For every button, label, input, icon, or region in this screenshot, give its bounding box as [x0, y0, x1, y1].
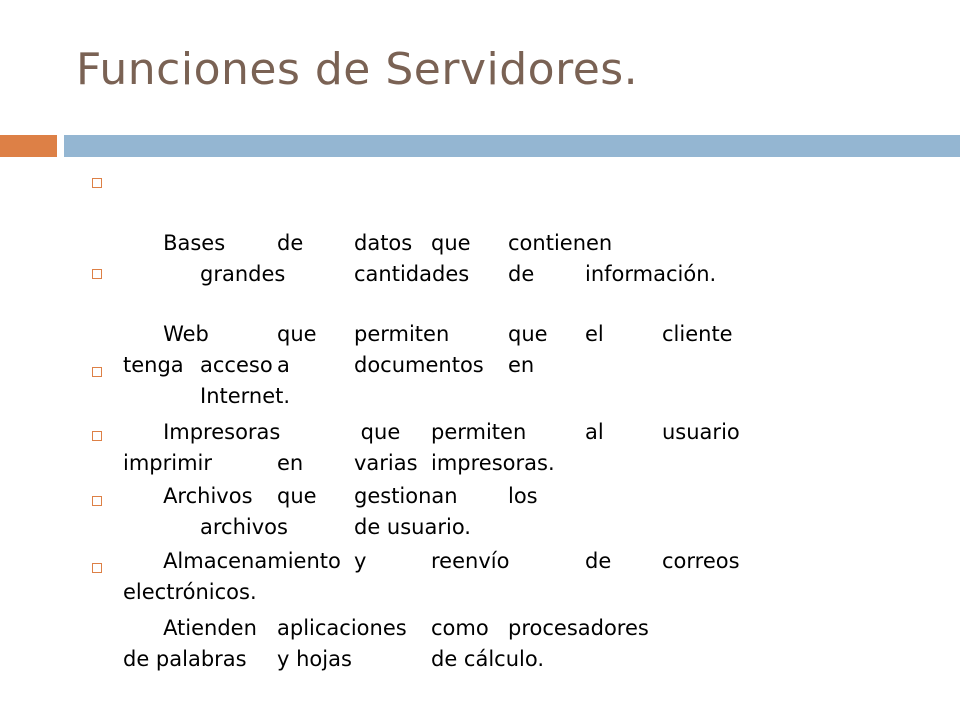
hollow-square-icon [92, 563, 102, 573]
bullet-text: Almacenamiento y reenvío de correos electrónicos. [123, 549, 740, 604]
hollow-square-icon [92, 269, 102, 279]
accent-bar-blue [64, 135, 960, 157]
bullet-item-atienden [88, 551, 823, 706]
hollow-square-icon [92, 367, 102, 377]
accent-bar-orange [0, 135, 57, 157]
slide-title: Funciones de Servidores. [76, 44, 639, 95]
bullet-text: Bases de datos que contienen grandes cantidades de información. [163, 231, 717, 286]
bullet-text: Atienden aplicaciones como procesadores de palabras y hojas de cálculo. [123, 616, 649, 671]
hollow-square-icon [92, 496, 102, 506]
hollow-square-icon [92, 431, 102, 441]
hollow-square-icon [92, 178, 102, 188]
bullet-text: Impresoras que permiten al usuario imprimir en varias impresoras. [123, 420, 740, 475]
bullet-text: Archivos que gestionan los archivos de usuario. [163, 484, 538, 539]
bullet-text: Web que permiten que el cliente tenga acceso a documentos en Internet. [123, 322, 733, 408]
